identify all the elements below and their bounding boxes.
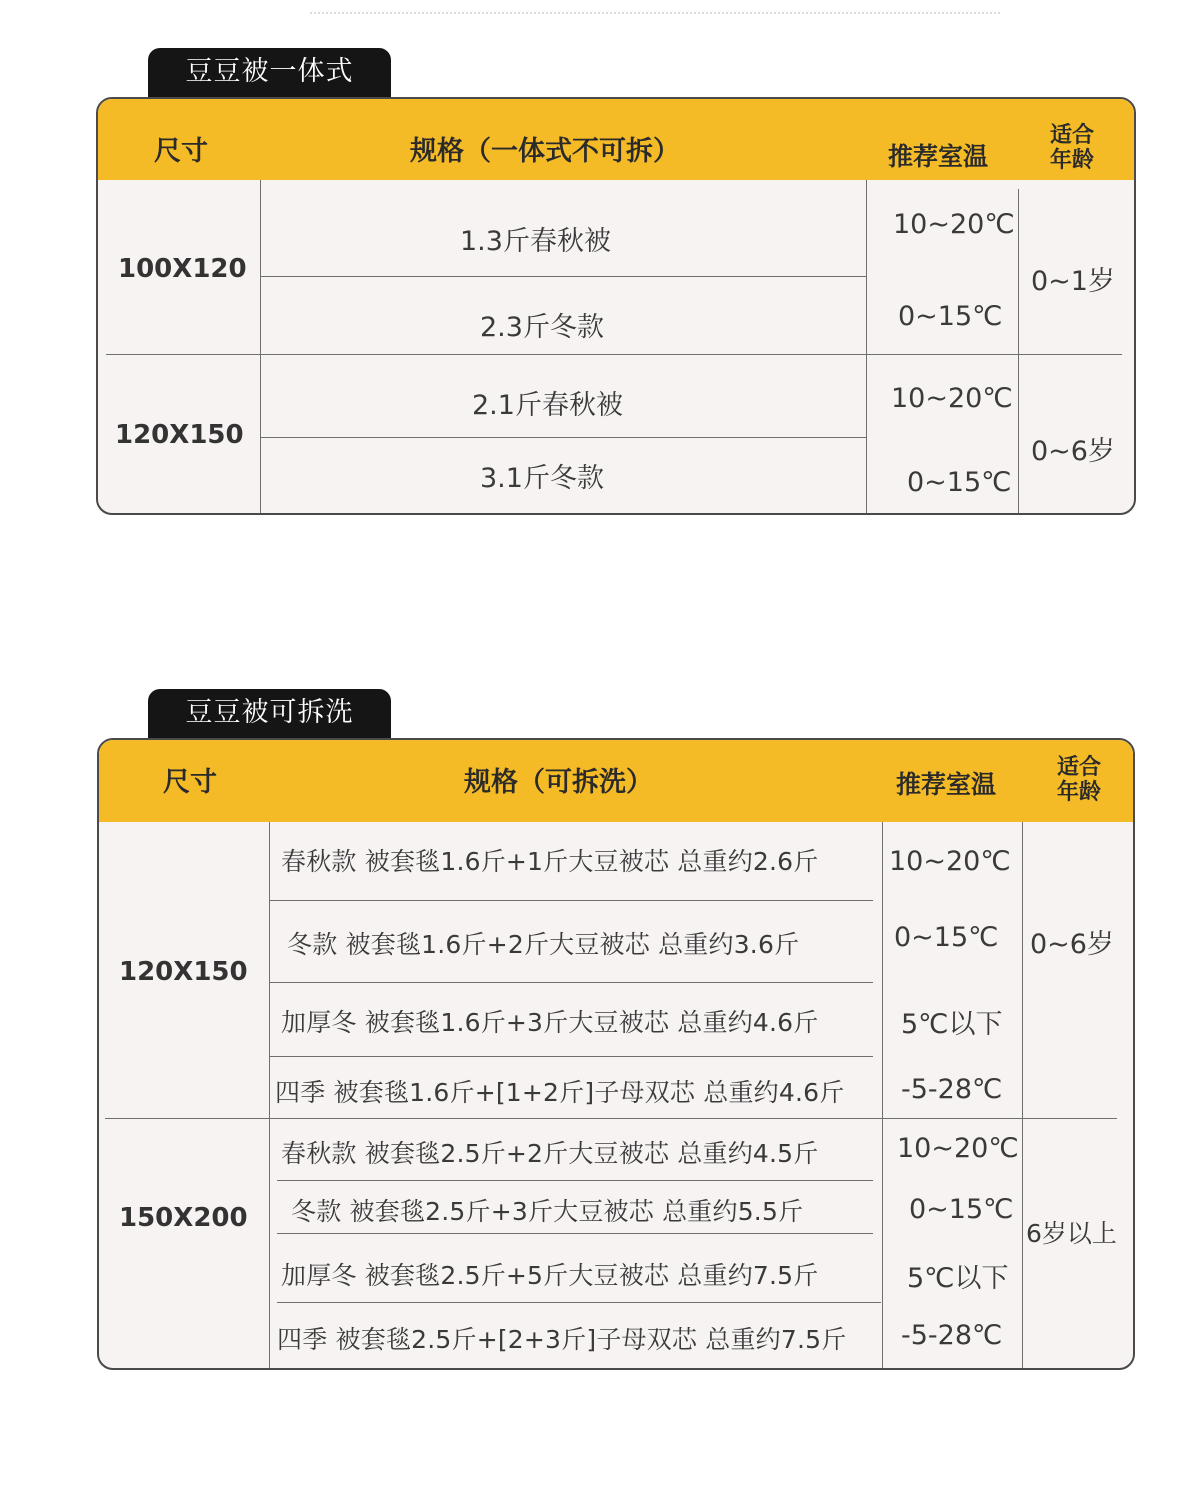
- spec-cell: 冬款 被套毯1.6斤+2斤大豆被芯 总重约3.6斤: [287, 930, 800, 959]
- temp-cell: 10~20℃: [889, 846, 1011, 877]
- section-tab-one-piece: 豆豆被一体式: [148, 48, 391, 100]
- spec-cell: 2.1斤春秋被: [472, 390, 623, 421]
- sub-row-divider: [269, 982, 873, 983]
- spec-table-removable: [97, 738, 1135, 1370]
- temp-cell: 5℃以下: [907, 1263, 1009, 1294]
- temp-cell: 0~15℃: [907, 467, 1012, 498]
- col-divider: [260, 180, 261, 515]
- spec-table-one-piece: [96, 97, 1136, 515]
- age-cell: 6岁以上: [1026, 1219, 1117, 1248]
- header-age-line1: 适合: [1056, 755, 1101, 780]
- col-divider: [866, 180, 867, 515]
- header-age: [1051, 755, 1107, 805]
- age-cell: 0~6岁: [1030, 929, 1114, 960]
- sub-row-divider: [269, 900, 873, 901]
- size-cell: 150X200: [119, 1203, 248, 1233]
- header-temp: 推荐室温: [896, 770, 997, 799]
- spec-cell: 3.1斤冬款: [480, 463, 604, 494]
- col-divider: [882, 822, 883, 1370]
- spec-cell: 加厚冬 被套毯1.6斤+3斤大豆被芯 总重约4.6斤: [281, 1008, 819, 1037]
- temp-cell: 0~15℃: [894, 922, 999, 953]
- col-divider: [269, 822, 270, 1370]
- header-size: 尺寸: [163, 767, 217, 798]
- sub-row-divider: [260, 437, 866, 438]
- header-spec: 规格（一体式不可拆）: [410, 136, 680, 167]
- size-cell: 120X150: [115, 420, 244, 450]
- spec-cell: 1.3斤春秋被: [460, 226, 611, 257]
- temp-cell: -5-28℃: [901, 1074, 1003, 1105]
- header-spec: 规格（可拆洗）: [464, 767, 653, 798]
- size-cell: 100X120: [118, 254, 247, 284]
- header-age-line1: 适合: [1049, 123, 1094, 148]
- spec-cell: 春秋款 被套毯1.6斤+1斤大豆被芯 总重约2.6斤: [281, 847, 819, 876]
- spec-cell: 春秋款 被套毯2.5斤+2斤大豆被芯 总重约4.5斤: [281, 1139, 819, 1168]
- sub-row-divider: [277, 1233, 873, 1234]
- top-dotted-divider: [310, 12, 1000, 14]
- age-cell: 0~6岁: [1031, 436, 1115, 467]
- spec-cell: 四季 被套毯2.5斤+[2+3斤]子母双芯 总重约7.5斤: [277, 1325, 847, 1354]
- header-age-line2: 年龄: [1056, 780, 1101, 805]
- spec-cell: 冬款 被套毯2.5斤+3斤大豆被芯 总重约5.5斤: [291, 1197, 804, 1226]
- spec-cell: 四季 被套毯1.6斤+[1+2斤]子母双芯 总重约4.6斤: [275, 1078, 845, 1107]
- section-tab-removable: 豆豆被可拆洗: [148, 689, 391, 741]
- sub-row-divider: [260, 276, 866, 277]
- col-divider: [1022, 822, 1023, 1370]
- temp-cell: -5-28℃: [901, 1320, 1003, 1351]
- row-divider: [106, 354, 1122, 355]
- temp-cell: 0~15℃: [909, 1194, 1014, 1225]
- header-size: 尺寸: [154, 136, 208, 167]
- sub-row-divider: [269, 1056, 873, 1057]
- header-age: [1044, 123, 1100, 173]
- row-divider: [105, 1118, 1117, 1119]
- age-cell: 0~1岁: [1031, 266, 1115, 297]
- temp-cell: 10~20℃: [897, 1133, 1019, 1164]
- temp-cell: 0~15℃: [898, 301, 1003, 332]
- sub-row-divider: [277, 1302, 881, 1303]
- header-age-line2: 年龄: [1049, 148, 1094, 173]
- size-cell: 120X150: [119, 957, 248, 987]
- temp-cell: 10~20℃: [891, 383, 1013, 414]
- temp-cell: 10~20℃: [893, 209, 1015, 240]
- col-divider: [1018, 189, 1019, 515]
- temp-cell: 5℃以下: [901, 1009, 1003, 1040]
- spec-cell: 2.3斤冬款: [480, 312, 604, 343]
- spec-cell: 加厚冬 被套毯2.5斤+5斤大豆被芯 总重约7.5斤: [281, 1261, 819, 1290]
- sub-row-divider: [277, 1180, 873, 1181]
- header-temp: 推荐室温: [888, 142, 989, 171]
